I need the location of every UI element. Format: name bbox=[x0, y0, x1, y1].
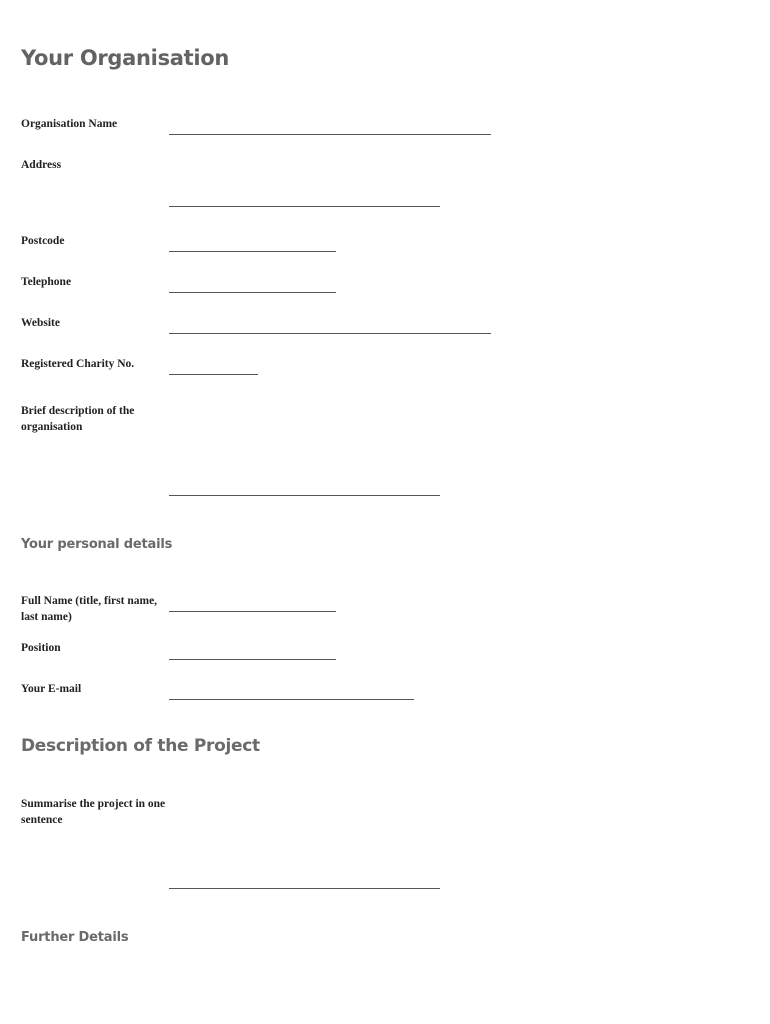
brief-description-field[interactable] bbox=[169, 495, 440, 496]
your-email-field[interactable] bbox=[169, 699, 414, 700]
registered-charity-no-label: Registered Charity No. bbox=[21, 358, 135, 370]
postcode-field[interactable] bbox=[169, 251, 336, 252]
section-heading-further-details: Further Details bbox=[21, 930, 129, 945]
website-label: Website bbox=[21, 317, 60, 329]
telephone-field[interactable] bbox=[169, 292, 336, 293]
full-name-field[interactable] bbox=[169, 611, 336, 612]
postcode-label: Postcode bbox=[21, 235, 65, 247]
your-email-label: Your E-mail bbox=[21, 683, 82, 695]
section-heading-your-organisation: Your Organisation bbox=[21, 46, 230, 70]
address-field[interactable] bbox=[169, 206, 440, 207]
section-heading-personal-details: Your personal details bbox=[21, 537, 173, 552]
brief-description-label: Brief description of the organisation bbox=[21, 405, 135, 433]
address-label: Address bbox=[21, 159, 62, 171]
organisation-name-field[interactable] bbox=[169, 134, 491, 135]
position-label: Position bbox=[21, 642, 61, 654]
project-summary-field[interactable] bbox=[169, 888, 440, 889]
project-summary-label: Summarise the project in one sentence bbox=[21, 798, 166, 826]
full-name-label: Full Name (title, first name, last name) bbox=[21, 595, 158, 623]
registered-charity-no-field[interactable] bbox=[169, 374, 258, 375]
website-field[interactable] bbox=[169, 333, 491, 334]
organisation-name-label: Organisation Name bbox=[21, 118, 118, 130]
position-field[interactable] bbox=[169, 659, 336, 660]
section-heading-description-of-project: Description of the Project bbox=[21, 736, 260, 756]
telephone-label: Telephone bbox=[21, 276, 72, 288]
